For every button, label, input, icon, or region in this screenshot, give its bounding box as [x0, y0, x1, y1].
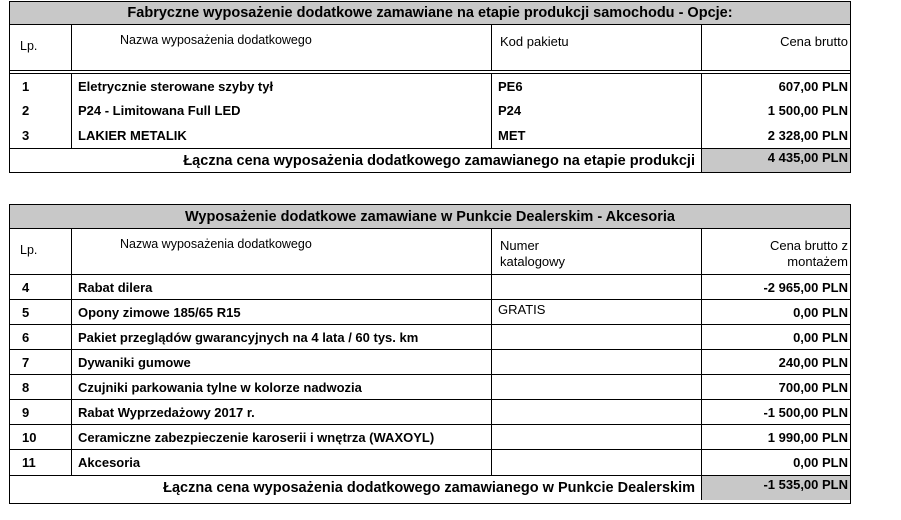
total-value: 4 435,00 PLN — [702, 149, 850, 172]
factory-options-table — [9, 1, 851, 173]
row-price: 2 328,00 PLN — [767, 128, 848, 143]
total-label: Łączna cena wyposażenia dodatkowego zamawianego na etapie produkcji — [10, 149, 702, 172]
header-code-line1: Numer — [500, 238, 540, 253]
row-lp: 8 — [10, 375, 72, 399]
row-name: P24 - Limitowana Full LED — [72, 98, 492, 123]
row-lp: 11 — [10, 450, 72, 475]
dealer-accessories-title: Wyposażenie dodatkowe zamawiane w Punkcie Dealerskim - Akcesoria — [185, 208, 675, 225]
row-code — [492, 350, 702, 374]
row-code — [492, 425, 702, 449]
header-code — [492, 229, 702, 274]
row-code — [492, 400, 702, 424]
dealer-accessories-total-row — [10, 475, 850, 500]
row-name: LAKIER METALIK — [72, 123, 492, 148]
row-lp: 10 — [10, 425, 72, 449]
column-headers — [10, 25, 850, 71]
header-name: Nazwa wyposażenia dodatkowego — [72, 25, 492, 70]
header-name: Nazwa wyposażenia dodatkowego — [72, 229, 492, 274]
row-name: Rabat dilera — [72, 275, 492, 299]
row-name: Eletrycznie sterowane szyby tył — [72, 74, 492, 98]
row-price: 0,00 PLN — [793, 305, 848, 320]
table-row — [10, 275, 850, 300]
row-lp: 4 — [10, 275, 72, 299]
row-name: Dywaniki gumowe — [72, 350, 492, 374]
header-lp: Lp. — [10, 229, 72, 274]
row-code — [492, 450, 702, 475]
header-price-line2: montażem — [787, 254, 848, 269]
row-price: 0,00 PLN — [793, 455, 848, 470]
table-row — [10, 400, 850, 425]
row-lp: 2 — [10, 98, 72, 123]
header-price: Cena brutto — [780, 34, 848, 49]
row-name: Ceramiczne zabezpieczenie karoserii i wnętrza (WAXOYL) — [72, 425, 492, 449]
dealer-accessories-rows — [10, 275, 850, 475]
row-price: -2 965,00 PLN — [763, 280, 848, 295]
row-price: 607,00 PLN — [778, 79, 848, 94]
table-row — [10, 325, 850, 350]
row-price: 700,00 PLN — [778, 380, 848, 395]
total-label: Łączna cena wyposażenia dodatkowego zamawianego w Punkcie Dealerskim — [10, 476, 702, 500]
table-title — [10, 205, 850, 229]
row-price: 0,00 PLN — [793, 330, 848, 345]
table-title — [10, 2, 850, 25]
factory-options-title: Fabryczne wyposażenie dodatkowe zamawiane na etapie produkcji samochodu - Opcje: — [127, 5, 733, 21]
table-row — [10, 123, 850, 148]
header-price-line1: Cena brutto z — [769, 238, 848, 253]
row-name: Czujniki parkowania tylne w kolorze nadwozia — [72, 375, 492, 399]
row-name: Akcesoria — [72, 450, 492, 475]
row-lp: 9 — [10, 400, 72, 424]
row-code — [492, 375, 702, 399]
row-lp: 6 — [10, 325, 72, 349]
table-row — [10, 300, 850, 325]
row-lp: 3 — [10, 123, 72, 148]
row-code: GRATIS — [492, 300, 702, 324]
row-code: P24 — [492, 98, 702, 123]
table-row — [10, 350, 850, 375]
column-headers — [10, 229, 850, 275]
header-code: Kod pakietu — [492, 25, 702, 70]
total-value: -1 535,00 PLN — [702, 476, 850, 500]
table-row — [10, 425, 850, 450]
table-row — [10, 450, 850, 475]
table-row — [10, 73, 850, 98]
header-lp: Lp. — [10, 25, 72, 70]
header-code-line2: katalogowy — [500, 254, 566, 269]
row-lp: 1 — [10, 74, 72, 98]
row-code — [492, 275, 702, 299]
dealer-accessories-table — [9, 204, 851, 504]
row-code — [492, 325, 702, 349]
factory-options-total-row — [10, 148, 850, 172]
table-row — [10, 98, 850, 123]
row-name: Pakiet przeglądów gwarancyjnych na 4 lata / 60 tys. km — [72, 325, 492, 349]
row-price: 1 500,00 PLN — [767, 103, 848, 118]
row-name: Opony zimowe 185/65 R15 — [72, 300, 492, 324]
row-price: -1 500,00 PLN — [763, 405, 848, 420]
row-lp: 5 — [10, 300, 72, 324]
row-code: PE6 — [492, 74, 702, 98]
row-name: Rabat Wyprzedażowy 2017 r. — [72, 400, 492, 424]
row-price: 240,00 PLN — [778, 355, 848, 370]
row-code: MET — [492, 123, 702, 148]
row-lp: 7 — [10, 350, 72, 374]
table-row — [10, 375, 850, 400]
row-price: 1 990,00 PLN — [767, 430, 848, 445]
factory-options-rows — [10, 73, 850, 148]
header-price — [702, 229, 850, 274]
